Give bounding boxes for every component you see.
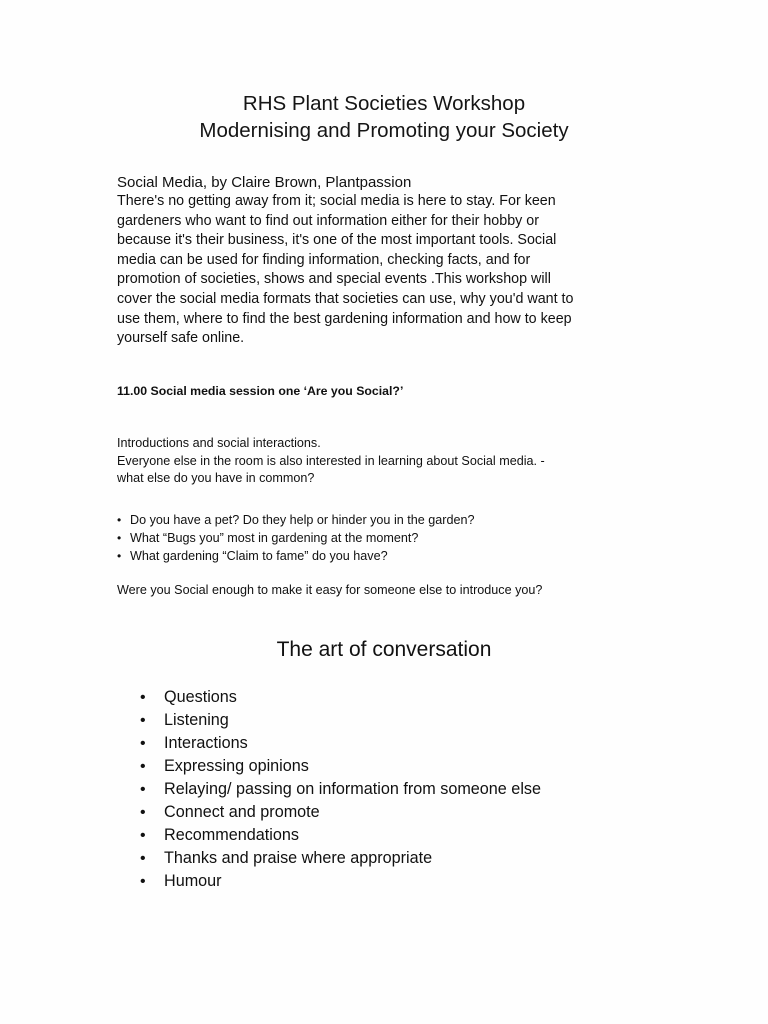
paragraph-line: promotion of societies, shows and special events .This workshop will <box>117 271 551 288</box>
list-item-text: Humour <box>164 872 222 890</box>
bullet-icon: • <box>117 531 122 545</box>
document-title <box>0 90 768 144</box>
paragraph-line: cover the social media formats that societies can use, why you'd want to <box>117 290 574 307</box>
paragraph-line: because it's their business, it's one of the most important tools. Social <box>117 232 557 249</box>
bullet-icon: • <box>140 689 146 706</box>
bullet-icon: • <box>140 712 146 729</box>
list-item-text: Expressing opinions <box>164 757 309 775</box>
list-item <box>117 511 474 529</box>
list-item-text: Listening <box>164 711 229 729</box>
paragraph-line: media can be used for finding information, checking facts, and for <box>117 251 531 268</box>
social-media-paragraph <box>117 192 657 349</box>
conversation-heading: The art of conversation <box>276 638 492 661</box>
list-item-text: What gardening “Claim to fame” do you have? <box>130 549 388 563</box>
bullet-icon: • <box>117 549 122 563</box>
paragraph-line: gardeners who want to find out information either for their hobby or <box>117 212 539 229</box>
paragraph-line: use them, where to find the best gardening information and how to keep <box>117 310 572 327</box>
bullet-icon: • <box>140 827 146 844</box>
bullet-icon: • <box>117 513 122 527</box>
intro-line: Introductions and social interactions. <box>117 436 321 450</box>
bullet-icon: • <box>140 735 146 752</box>
paragraph-line: yourself safe online. <box>117 330 245 347</box>
bullet-icon: • <box>140 804 146 821</box>
list-item <box>140 824 541 847</box>
paragraph-line: There's no getting away from it; social media is here to stay. For keen <box>117 193 556 209</box>
list-item-text: Questions <box>164 688 237 706</box>
list-item <box>140 801 541 824</box>
list-item <box>140 847 541 870</box>
list-item <box>140 686 541 709</box>
list-item-text: Connect and promote <box>164 803 320 821</box>
list-item-text: Do you have a pet? Do they help or hinder you in the garden? <box>130 513 475 527</box>
conversation-list <box>140 686 541 893</box>
list-item <box>117 529 474 547</box>
list-item-text: Recommendations <box>164 826 299 844</box>
list-item-text: Relaying/ passing on information from someone else <box>164 780 542 798</box>
list-item <box>140 778 541 801</box>
list-item <box>117 547 474 565</box>
bullet-icon: • <box>140 873 146 890</box>
list-item <box>140 709 541 732</box>
list-item <box>140 870 541 893</box>
session-intro <box>117 435 647 488</box>
question-list <box>117 511 474 565</box>
list-item-text: Thanks and praise where appropriate <box>164 849 433 867</box>
closing-question: Were you Social enough to make it easy for someone else to introduce you? <box>117 583 543 597</box>
session-heading: 11.00 Social media session one ‘Are you Social?’ <box>117 384 404 398</box>
intro-line: what else do you have in common? <box>117 471 315 485</box>
bullet-icon: • <box>140 850 146 867</box>
list-item <box>140 755 541 778</box>
social-media-heading: Social Media, by Claire Brown, Plantpassion <box>117 174 412 191</box>
social-media-section <box>117 173 657 349</box>
list-item-text: What “Bugs you” most in gardening at the moment? <box>130 531 419 545</box>
title-line-2: Modernising and Promoting your Society <box>199 119 569 142</box>
list-item-text: Interactions <box>164 734 248 752</box>
bullet-icon: • <box>140 781 146 798</box>
bullet-icon: • <box>140 758 146 775</box>
title-line-1: RHS Plant Societies Workshop <box>242 92 526 115</box>
intro-line: Everyone else in the room is also interested in learning about Social media. - <box>117 453 545 468</box>
list-item <box>140 732 541 755</box>
